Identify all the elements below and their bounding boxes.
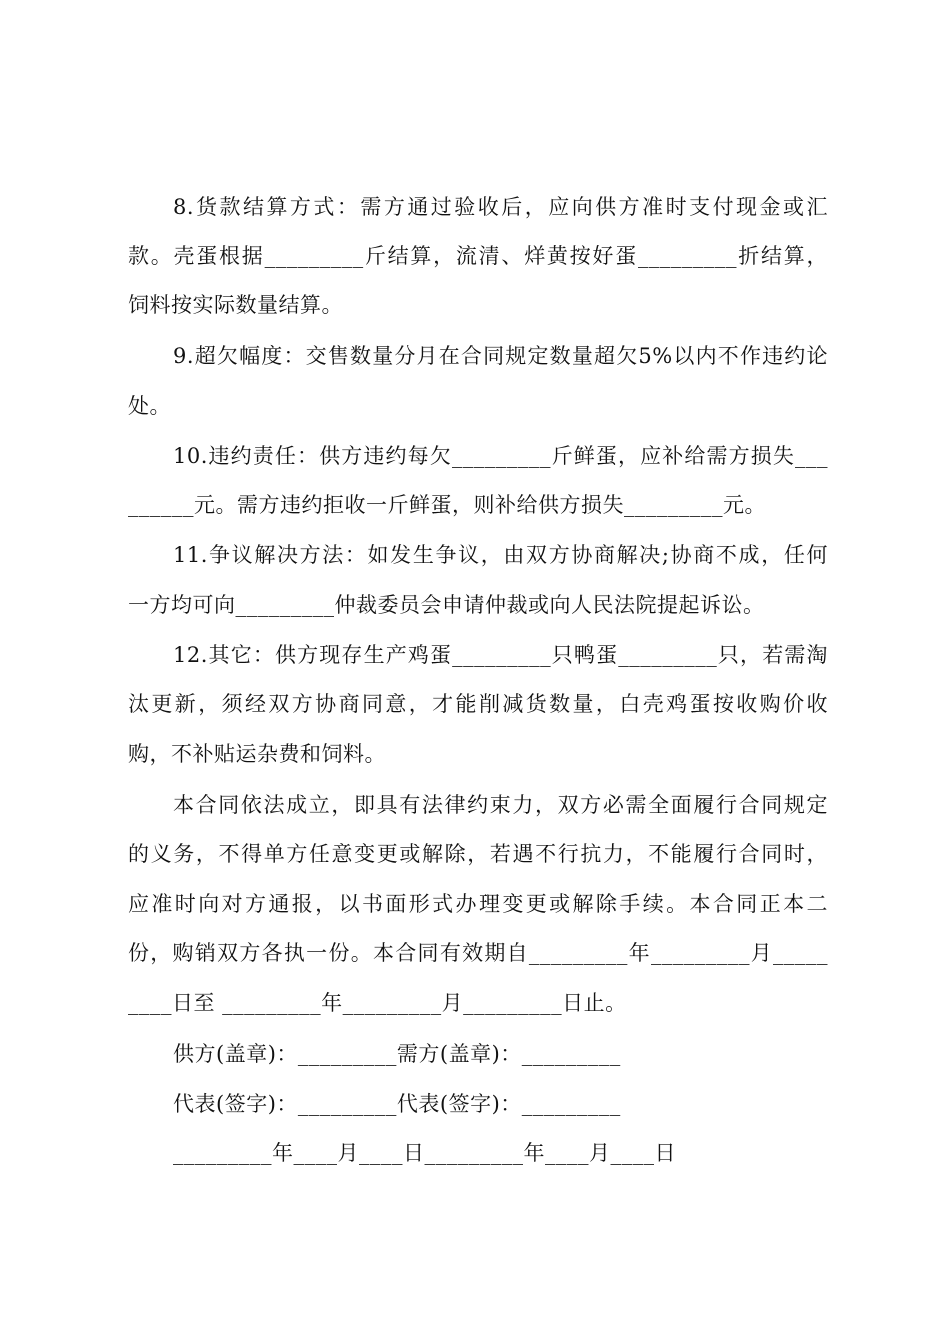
clause-11-line-2: 一方均可向_________仲裁委员会申请仲裁或向人民法院提起诉讼。 — [128, 593, 765, 617]
closing-line-1: 本合同依法成立，即具有法律约束力，双方必需全面履行合同规定 — [173, 793, 828, 817]
clause-12-line-2: 汰更新，须经双方协商同意，才能削减货数量，白壳鸡蛋按收购价收 — [128, 692, 828, 716]
clause-12-line-3: 购，不补贴运杂费和饲料。 — [128, 742, 386, 766]
signature-line: 代表(签字)：_________代表(签字)：_________ — [173, 1092, 621, 1116]
closing-line-3: 应准时向对方通报，以书面形式办理变更或解除手续。本合同正本二 — [128, 892, 828, 916]
clause-10-line-1: 10.违约责任：供方违约每欠_________斤鲜蛋，应补给需方损失___ — [173, 444, 828, 468]
closing-line-2: 的义务，不得单方任意变更或解除，若遇不行抗力，不能履行合同时， — [128, 842, 828, 866]
date-line: _________年____月____日_________年____月____日 — [173, 1141, 676, 1165]
clause-9-line-1: 9.超欠幅度：交售数量分月在合同规定数量超欠5%以内不作违约论 — [173, 344, 828, 368]
closing-line-4: 份，购销双方各执一份。本合同有效期自_________年_________月_____ — [128, 941, 828, 965]
clause-8-line-3: 饲料按实际数量结算。 — [128, 293, 343, 317]
clause-8-line-2: 款。壳蛋根据_________斤结算，流清、烊黄按好蛋_________折结算， — [128, 244, 828, 268]
clause-8-line-1: 8.货款结算方式：需方通过验收后，应向供方准时支付现金或汇 — [173, 195, 828, 219]
closing-line-5: ____日至 _________年_________月_________日止。 — [128, 991, 627, 1015]
seal-line: 供方(盖章)：_________需方(盖章)：_________ — [173, 1042, 621, 1066]
clause-10-line-2: ______元。需方违约拒收一斤鲜蛋，则补给供方损失_________元。 — [128, 493, 766, 517]
clause-11-line-1: 11.争议解决方法：如发生争议，由双方协商解决;协商不成，任何 — [173, 543, 828, 567]
clause-12-line-1: 12.其它：供方现存生产鸡蛋_________只鸭蛋_________只，若需淘 — [173, 643, 828, 667]
clause-9-line-2: 处。 — [128, 394, 171, 418]
